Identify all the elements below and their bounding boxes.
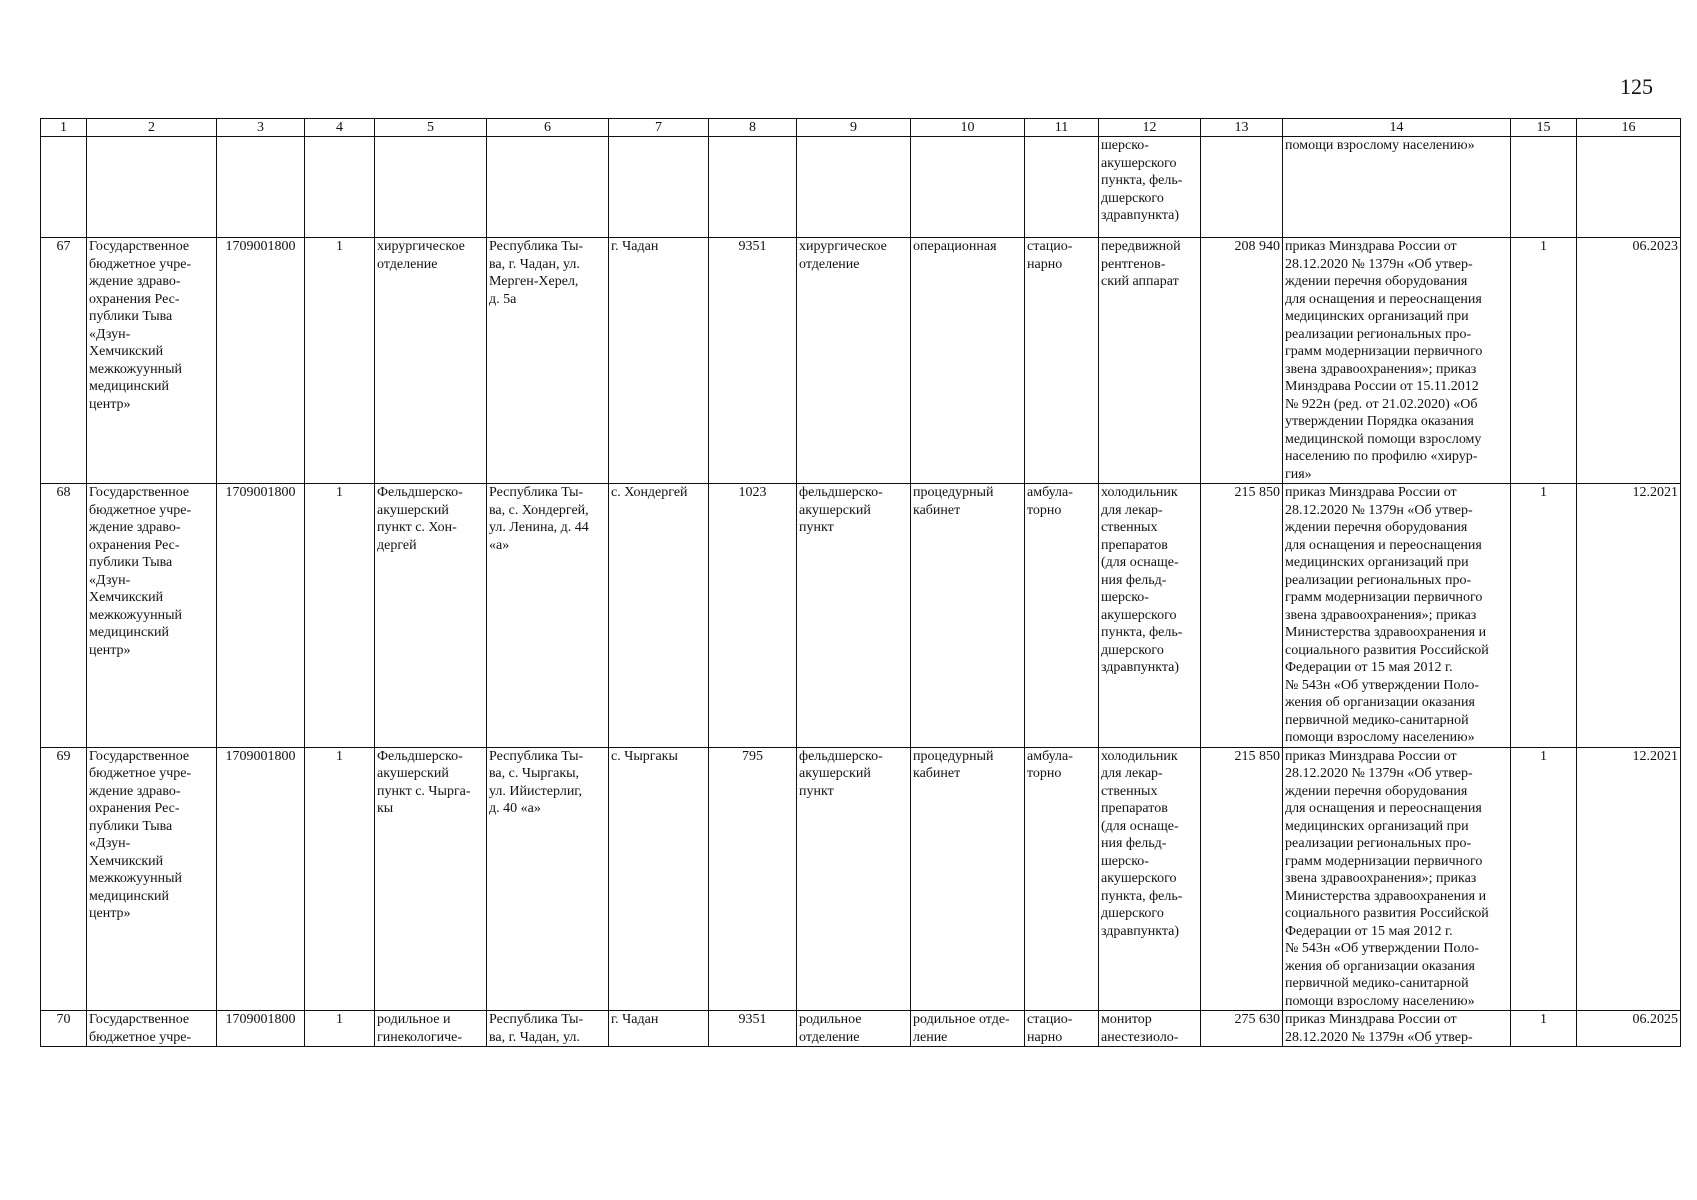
table-cell-col-12: передвижной рентгенов- ский аппарат: [1099, 238, 1201, 484]
column-number: 6: [487, 119, 609, 137]
table-cell-col-14: приказ Минздрава России от 28.12.2020 № 1379н «Об утвер- ждении перечня оборудования для оснащения и переоснащения медицинских организаций при реализации региональных про- грамм модернизации первичного звена здравоохранения»; приказ Министерства здравоохранения и социального развития Российской Федерации от 15 мая 2012 г. № 543н «Об утверждении Поло- жения об организации оказания первичной медико-санитарной помощи взрослому населению»: [1283, 484, 1511, 748]
table-cell-col-9: фельдшерско- акушерский пункт: [797, 747, 911, 1011]
table-cell-col-5: хирургическое отделение: [375, 238, 487, 484]
continuation-cell: [709, 137, 797, 238]
table-cell-col-4: 1: [305, 238, 375, 484]
continuation-cell: [609, 137, 709, 238]
table-cell-col-9: родильное отделение: [797, 1011, 911, 1047]
table-cell-col-1: 69: [41, 747, 87, 1011]
table-cell-col-7: с. Хондергей: [609, 484, 709, 748]
column-number: 2: [87, 119, 217, 137]
continuation-cell: [1511, 137, 1577, 238]
table-cell-col-16: 06.2023: [1577, 238, 1681, 484]
table-cell-col-4: 1: [305, 747, 375, 1011]
table-cell-col-12: холодильник для лекар- ственных препаратов (для оснаще- ния фельд- шерско- акушерского пункта, фель- дшерского здравпункта): [1099, 484, 1201, 748]
continuation-cell: [87, 137, 217, 238]
continuation-cell: [1025, 137, 1099, 238]
continuation-cell: [1201, 137, 1283, 238]
table-cell-col-9: хирургическое отделение: [797, 238, 911, 484]
table-cell-col-8: 9351: [709, 238, 797, 484]
table-cell-col-14: приказ Минздрава России от 28.12.2020 № 1379н «Об утвер-: [1283, 1011, 1511, 1047]
table-cell-col-8: 9351: [709, 1011, 797, 1047]
column-number: 3: [217, 119, 305, 137]
table-cell-col-3: 1709001800: [217, 1011, 305, 1047]
table-row: [41, 747, 1681, 1011]
table-row: [41, 238, 1681, 484]
continuation-cell: [797, 137, 911, 238]
column-number: 1: [41, 119, 87, 137]
table-cell-col-11: стацио- нарно: [1025, 1011, 1099, 1047]
table-cell-col-6: Республика Ты- ва, г. Чадан, ул.: [487, 1011, 609, 1047]
table-cell-col-11: стацио- нарно: [1025, 238, 1099, 484]
column-number: 9: [797, 119, 911, 137]
table-cell-col-7: г. Чадан: [609, 1011, 709, 1047]
continuation-cell: [41, 137, 87, 238]
table-cell-col-8: 795: [709, 747, 797, 1011]
continuation-cell: [305, 137, 375, 238]
table-cell-col-2: Государственное бюджетное учре- ждение здраво- охранения Рес- публики Тыва «Дзун- Хемчикский межкожуунный медицинский центр»: [87, 484, 217, 748]
table-cell-col-3: 1709001800: [217, 747, 305, 1011]
column-number: 5: [375, 119, 487, 137]
table-cell-col-10: процедурный кабинет: [911, 484, 1025, 748]
column-number: 10: [911, 119, 1025, 137]
continuation-cell: [217, 137, 305, 238]
table-cell-col-2: Государственное бюджетное учре- ждение здраво- охранения Рес- публики Тыва «Дзун- Хемчикский межкожуунный медицинский центр»: [87, 238, 217, 484]
column-number: 15: [1511, 119, 1577, 137]
table-cell-col-15: 1: [1511, 747, 1577, 1011]
table-cell-col-11: амбула- торно: [1025, 747, 1099, 1011]
table-cell-col-5: Фельдшерско- акушерский пункт с. Чырга- кы: [375, 747, 487, 1011]
column-number: 13: [1201, 119, 1283, 137]
column-number-row: [41, 119, 1681, 137]
continuation-cell: [487, 137, 609, 238]
table-cell-col-1: 67: [41, 238, 87, 484]
table-cell-col-13: 208 940: [1201, 238, 1283, 484]
column-number: 8: [709, 119, 797, 137]
table-cell-col-2: Государственное бюджетное учре- ждение здраво- охранения Рес- публики Тыва «Дзун- Хемчикский межкожуунный медицинский центр»: [87, 747, 217, 1011]
column-number: 14: [1283, 119, 1511, 137]
table-cell-col-16: 12.2021: [1577, 484, 1681, 748]
table-cell-col-15: 1: [1511, 1011, 1577, 1047]
table-cell-col-13: 275 630: [1201, 1011, 1283, 1047]
table-cell-col-13: 215 850: [1201, 747, 1283, 1011]
table-cell-col-9: фельдшерско- акушерский пункт: [797, 484, 911, 748]
table-cell-col-7: с. Чыргакы: [609, 747, 709, 1011]
table-cell-col-16: 06.2025: [1577, 1011, 1681, 1047]
table-cell-col-7: г. Чадан: [609, 238, 709, 484]
table-row: [41, 484, 1681, 748]
table-cell-col-16: 12.2021: [1577, 747, 1681, 1011]
table-row: [41, 1011, 1681, 1047]
continuation-cell: [911, 137, 1025, 238]
column-number: 16: [1577, 119, 1681, 137]
continuation-cell: шерско- акушерского пункта, фель- дшерского здравпункта): [1099, 137, 1201, 238]
table-cell-col-6: Республика Ты- ва, г. Чадан, ул. Мерген-Херел, д. 5а: [487, 238, 609, 484]
table-cell-col-4: 1: [305, 484, 375, 748]
column-number: 11: [1025, 119, 1099, 137]
table-cell-col-8: 1023: [709, 484, 797, 748]
table-cell-col-12: холодильник для лекар- ственных препаратов (для оснаще- ния фельд- шерско- акушерского пункта, фель- дшерского здравпункта): [1099, 747, 1201, 1011]
equipment-table: [40, 118, 1681, 1047]
table-cell-col-10: родильное отде- ление: [911, 1011, 1025, 1047]
table-cell-col-1: 68: [41, 484, 87, 748]
continuation-row: [41, 137, 1681, 238]
table-cell-col-3: 1709001800: [217, 484, 305, 748]
table-cell-col-5: Фельдшерско- акушерский пункт с. Хон- дергей: [375, 484, 487, 748]
table-cell-col-5: родильное и гинекологиче-: [375, 1011, 487, 1047]
table-cell-col-1: 70: [41, 1011, 87, 1047]
table-cell-col-13: 215 850: [1201, 484, 1283, 748]
table-cell-col-6: Республика Ты- ва, с. Хондергей, ул. Ленина, д. 44 «а»: [487, 484, 609, 748]
continuation-cell: [375, 137, 487, 238]
table-cell-col-6: Республика Ты- ва, с. Чыргакы, ул. Ийистерлиг, д. 40 «а»: [487, 747, 609, 1011]
continuation-cell: [1577, 137, 1681, 238]
table-cell-col-10: процедурный кабинет: [911, 747, 1025, 1011]
column-number: 7: [609, 119, 709, 137]
column-number: 12: [1099, 119, 1201, 137]
continuation-cell: помощи взрослому населению»: [1283, 137, 1511, 238]
table-cell-col-2: Государственное бюджетное учре-: [87, 1011, 217, 1047]
table-cell-col-15: 1: [1511, 484, 1577, 748]
table-cell-col-3: 1709001800: [217, 238, 305, 484]
table-cell-col-14: приказ Минздрава России от 28.12.2020 № 1379н «Об утвер- ждении перечня оборудования для оснащения и переоснащения медицинских организаций при реализации региональных про- грамм модернизации первичного звена здравоохранения»; приказ Минздрава России от 15.11.2012 № 922н (ред. от 21.02.2020) «Об утверждении Порядка оказания медицинской помощи взрослому населению по профилю «хирур- гия»: [1283, 238, 1511, 484]
table-cell-col-11: амбула- торно: [1025, 484, 1099, 748]
table-cell-col-12: монитор анестезиоло-: [1099, 1011, 1201, 1047]
table-cell-col-10: операционная: [911, 238, 1025, 484]
table-cell-col-14: приказ Минздрава России от 28.12.2020 № 1379н «Об утвер- ждении перечня оборудования для оснащения и переоснащения медицинских организаций при реализации региональных про- грамм модернизации первичного звена здравоохранения»; приказ Министерства здравоохранения и социального развития Российской Федерации от 15 мая 2012 г. № 543н «Об утверждении Поло- жения об организации оказания первичной медико-санитарной помощи взрослому населению»: [1283, 747, 1511, 1011]
table-cell-col-15: 1: [1511, 238, 1577, 484]
column-number: 4: [305, 119, 375, 137]
table-cell-col-4: 1: [305, 1011, 375, 1047]
page-number: 125: [1620, 74, 1653, 99]
